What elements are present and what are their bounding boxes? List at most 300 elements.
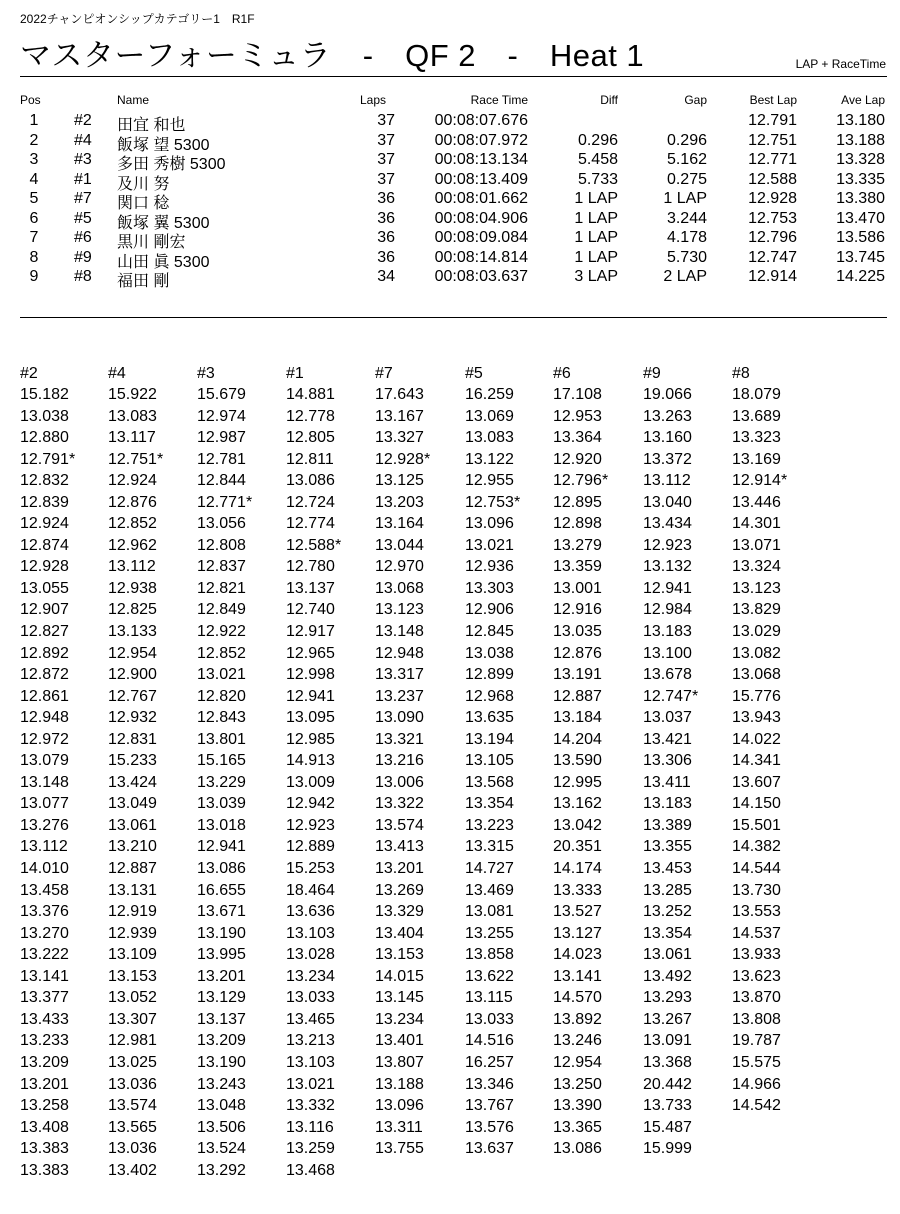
lap-time: 13.129 (197, 989, 246, 1007)
lap-time: 13.213 (286, 1032, 335, 1050)
result-best: 12.588 (748, 170, 797, 188)
lap-time: 13.678 (643, 666, 692, 684)
lap-time: 13.767 (465, 1097, 514, 1115)
lap-time: 13.246 (553, 1032, 602, 1050)
lap-time: 12.887 (553, 687, 602, 705)
col-header-ave-lap: Ave Lap (841, 93, 885, 107)
lap-time: 13.109 (108, 946, 157, 964)
lap-time: 12.880 (20, 429, 69, 447)
lap-time: 13.169 (732, 450, 781, 468)
lap-time: 13.052 (108, 989, 157, 1007)
lap-time: 13.029 (732, 623, 781, 641)
result-best: 12.747 (748, 248, 797, 266)
lap-column-car: #7 (375, 365, 393, 382)
lap-time: 13.590 (553, 752, 602, 770)
result-num: #1 (74, 170, 92, 188)
lap-time: 15.165 (197, 752, 246, 770)
result-gap: 3.244 (666, 209, 707, 227)
lap-time: 13.036 (108, 1140, 157, 1158)
lap-time: 13.229 (197, 773, 246, 791)
lap-time: 13.465 (286, 1010, 335, 1028)
lap-time: 13.006 (375, 773, 424, 791)
result-best: 12.796 (748, 229, 797, 247)
lap-time: 13.433 (20, 1010, 69, 1028)
lap-time: 14.015 (375, 967, 424, 985)
section-divider (20, 317, 887, 318)
lap-time: 13.364 (553, 429, 602, 447)
result-diff: 5.733 (577, 170, 618, 188)
lap-time: 15.253 (286, 860, 335, 878)
lap-time: 14.150 (732, 795, 781, 813)
lap-time: 12.876 (108, 493, 157, 511)
result-gap: 0.275 (666, 170, 707, 188)
lap-time: 12.965 (286, 644, 335, 662)
lap-time: 12.998 (286, 666, 335, 684)
result-row (0, 131, 900, 154)
lap-time: 13.042 (553, 816, 602, 834)
lap-time: 19.066 (643, 386, 692, 403)
lap-time: 13.145 (375, 989, 424, 1007)
lap-time: 12.987 (197, 429, 246, 447)
lap-time: 13.090 (375, 709, 424, 727)
lap-time: 13.250 (553, 1075, 602, 1093)
lap-time: 13.270 (20, 924, 69, 942)
lap-column (286, 364, 374, 1181)
lap-time: 13.383 (20, 1161, 69, 1179)
lap-time: 13.123 (375, 601, 424, 619)
lap-time: 13.201 (20, 1075, 69, 1093)
lap-time: 13.153 (108, 967, 157, 985)
lap-time: 12.898 (553, 515, 602, 533)
lap-time: 12.751* (108, 450, 164, 468)
lap-time: 13.468 (286, 1161, 335, 1179)
lap-time: 13.383 (20, 1140, 69, 1158)
lap-time: 13.148 (20, 773, 69, 791)
lap-time: 13.346 (465, 1075, 514, 1093)
lap-time: 16.259 (465, 386, 514, 403)
lap-time: 13.258 (20, 1097, 69, 1115)
lap-time: 16.257 (465, 1053, 514, 1071)
lap-time: 13.943 (732, 709, 781, 727)
result-pos: 6 (29, 209, 39, 227)
lap-time: 12.588* (286, 536, 342, 554)
lap-time: 13.506 (197, 1118, 246, 1136)
lap-time: 12.942 (286, 795, 335, 813)
result-race-time: 00:08:03.637 (434, 268, 528, 286)
lap-time: 13.733 (643, 1097, 692, 1115)
lap-time: 13.141 (553, 967, 602, 985)
lap-time: 13.829 (732, 601, 781, 619)
lap-time: 12.887 (108, 860, 157, 878)
lap-time: 13.153 (375, 946, 424, 964)
lap-time: 13.276 (20, 816, 69, 834)
lap-time: 12.924 (20, 515, 69, 533)
lap-time: 13.133 (108, 623, 157, 641)
lap-time: 13.607 (732, 773, 781, 791)
lap-time: 13.044 (375, 536, 424, 554)
result-laps: 37 (377, 112, 395, 129)
lap-time: 13.223 (465, 816, 514, 834)
lap-time: 14.022 (732, 730, 781, 748)
lap-time: 13.329 (375, 903, 424, 921)
result-pos: 3 (29, 151, 39, 169)
lap-time: 13.079 (20, 752, 69, 770)
result-diff: 1 LAP (574, 190, 618, 208)
lap-time: 13.210 (108, 838, 157, 856)
lap-time: 13.095 (286, 709, 335, 727)
lap-time: 13.077 (20, 795, 69, 813)
result-gap: 0.296 (666, 131, 707, 149)
result-row (0, 170, 900, 193)
lap-time: 13.306 (643, 752, 692, 770)
lap-time: 13.209 (197, 1032, 246, 1050)
result-laps: 36 (377, 190, 395, 208)
lap-time: 12.821 (197, 579, 246, 597)
lap-time: 12.771* (197, 493, 253, 511)
result-name: 及川 努 (117, 175, 170, 193)
lap-time: 13.401 (375, 1032, 424, 1050)
result-laps: 36 (377, 209, 395, 227)
col-header-name: Name (117, 93, 150, 107)
lap-time: 13.458 (20, 881, 69, 899)
lap-time: 13.402 (108, 1161, 157, 1179)
result-gap: 2 LAP (663, 268, 707, 286)
lap-time: 14.570 (553, 989, 602, 1007)
lap-time: 13.389 (643, 816, 692, 834)
lap-time: 13.365 (553, 1118, 602, 1136)
lap-time: 13.116 (286, 1118, 334, 1136)
lap-time: 12.941 (197, 838, 246, 856)
lap-time: 13.303 (465, 579, 514, 597)
result-name: 関口 稔 (117, 195, 170, 213)
result-pos: 5 (29, 190, 39, 208)
lap-time: 13.377 (20, 989, 69, 1007)
lap-time: 13.068 (732, 666, 781, 684)
lap-time: 12.962 (108, 536, 157, 554)
lap-time: 13.576 (465, 1118, 514, 1136)
result-num: #6 (74, 229, 92, 247)
lap-time: 13.553 (732, 903, 781, 921)
lap-time: 13.434 (643, 515, 692, 533)
lap-time: 13.233 (20, 1032, 69, 1050)
lap-time: 12.852 (108, 515, 157, 533)
lap-time: 13.039 (197, 795, 246, 813)
lap-time: 13.267 (643, 1010, 692, 1028)
lap-time: 13.112 (108, 558, 156, 576)
lap-time: 12.774 (286, 515, 335, 533)
lap-time: 13.081 (465, 903, 514, 921)
report-mode-label: LAP + RaceTime (795, 57, 886, 71)
result-pos: 9 (29, 268, 39, 286)
lap-time: 13.376 (20, 903, 69, 921)
lap-time: 12.985 (286, 730, 335, 748)
lap-time: 13.524 (197, 1140, 246, 1158)
lap-time: 13.190 (197, 924, 246, 942)
lap-time: 13.082 (732, 644, 781, 662)
lap-time: 13.033 (286, 989, 335, 1007)
lap-time: 15.233 (108, 752, 157, 770)
lap-time: 14.341 (732, 752, 781, 770)
lap-time: 12.780 (286, 558, 335, 576)
lap-time: 13.061 (643, 946, 692, 964)
lap-time: 13.083 (465, 429, 514, 447)
result-laps: 34 (377, 268, 395, 286)
lap-time: 13.574 (108, 1097, 157, 1115)
result-row (0, 151, 900, 174)
lap-time: 12.968 (465, 687, 514, 705)
lap-time: 13.565 (108, 1118, 157, 1136)
result-best: 12.753 (748, 209, 797, 227)
lap-time: 13.858 (465, 946, 514, 964)
lap-time: 12.805 (286, 429, 335, 447)
lap-time: 13.568 (465, 773, 514, 791)
result-best: 12.928 (748, 190, 797, 208)
lap-time: 14.542 (732, 1097, 781, 1115)
lap-column (375, 364, 463, 1160)
lap-time: 12.932 (108, 709, 157, 727)
lap-time: 13.332 (286, 1097, 335, 1115)
lap-time: 13.730 (732, 881, 781, 899)
lap-time: 12.827 (20, 623, 69, 641)
lap-time: 12.907 (20, 601, 69, 619)
lap-time: 13.355 (643, 838, 692, 856)
event-subtitle: 2022チャンピオンシップカテゴリー1 R1F (20, 12, 255, 26)
lap-time: 15.679 (197, 386, 246, 403)
lap-time: 13.125 (375, 472, 424, 490)
lap-time: 13.190 (197, 1053, 246, 1071)
lap-time: 12.852 (197, 644, 246, 662)
lap-time: 12.845 (465, 623, 514, 641)
lap-column (108, 364, 196, 1181)
result-race-time: 00:08:14.814 (434, 248, 528, 266)
lap-time: 12.889 (286, 838, 335, 856)
lap-time: 12.899 (465, 666, 514, 684)
lap-column (553, 364, 641, 1160)
lap-time: 14.010 (20, 860, 69, 878)
lap-time: 12.974 (197, 407, 246, 425)
lap-time: 13.755 (375, 1140, 424, 1158)
lap-time: 12.796* (553, 472, 609, 490)
lap-time: 13.038 (465, 644, 514, 662)
lap-time: 13.252 (643, 903, 692, 921)
lap-time: 18.079 (732, 386, 781, 403)
result-diff: 1 LAP (574, 229, 618, 247)
lap-time: 13.807 (375, 1053, 424, 1071)
lap-time: 13.892 (553, 1010, 602, 1028)
lap-time: 12.948 (20, 709, 69, 727)
lap-time: 12.922 (197, 623, 246, 641)
result-race-time: 00:08:09.084 (434, 229, 528, 247)
lap-time: 13.100 (643, 644, 692, 662)
lap-time: 13.222 (20, 946, 69, 964)
lap-time: 12.791* (20, 450, 76, 468)
lap-time: 13.167 (375, 407, 424, 425)
lap-time: 13.056 (197, 515, 246, 533)
lap-column-car: #1 (286, 365, 304, 382)
lap-time: 12.832 (20, 472, 69, 490)
lap-time: 12.820 (197, 687, 246, 705)
result-pos: 1 (29, 112, 39, 129)
lap-time: 13.933 (732, 946, 781, 964)
lap-time: 13.137 (197, 1010, 246, 1028)
lap-time: 15.487 (643, 1118, 692, 1136)
lap-time: 13.372 (643, 450, 692, 468)
lap-time: 12.892 (20, 644, 69, 662)
lap-time: 13.038 (20, 407, 69, 425)
lap-time: 12.844 (197, 472, 246, 490)
lap-time: 13.237 (375, 687, 424, 705)
lap-time: 13.469 (465, 881, 514, 899)
lap-time: 14.966 (732, 1075, 781, 1093)
result-name: 田宜 和也 (117, 117, 186, 134)
result-gap: 4.178 (666, 229, 707, 247)
result-laps: 37 (377, 151, 395, 169)
lap-time: 19.787 (732, 1032, 781, 1050)
col-header-gap: Gap (684, 93, 707, 107)
lap-time: 12.920 (553, 450, 602, 468)
lap-time: 13.527 (553, 903, 602, 921)
lap-time: 12.837 (197, 558, 246, 576)
lap-time: 12.916 (553, 601, 602, 619)
lap-time: 15.501 (732, 816, 781, 834)
lap-time: 13.049 (108, 795, 157, 813)
lap-time: 12.954 (553, 1053, 602, 1071)
lap-time: 16.655 (197, 881, 246, 899)
result-race-time: 00:08:04.906 (434, 209, 528, 227)
lap-time: 13.162 (553, 795, 602, 813)
lap-time: 12.972 (20, 730, 69, 748)
result-diff: 1 LAP (574, 209, 618, 227)
lap-time: 13.321 (375, 730, 424, 748)
lap-time: 13.995 (197, 946, 246, 964)
lap-time: 12.955 (465, 472, 514, 490)
lap-time: 12.747* (643, 687, 699, 705)
lap-time: 12.917 (286, 623, 335, 641)
lap-column (465, 364, 553, 1160)
lap-time: 13.068 (375, 579, 424, 597)
lap-time: 13.404 (375, 924, 424, 942)
lap-time: 13.131 (108, 881, 157, 899)
result-row (0, 268, 900, 291)
lap-time: 13.453 (643, 860, 692, 878)
lap-column-car: #6 (553, 365, 571, 382)
lap-time: 12.831 (108, 730, 157, 748)
lap-time: 12.808 (197, 536, 246, 554)
lap-time: 13.327 (375, 429, 424, 447)
lap-time: 13.870 (732, 989, 781, 1007)
lap-time: 13.808 (732, 1010, 781, 1028)
lap-time: 12.953 (553, 407, 602, 425)
lap-time: 13.801 (197, 730, 246, 748)
lap-time: 17.108 (553, 386, 602, 403)
result-num: #3 (74, 151, 92, 169)
lap-time: 13.061 (108, 816, 157, 834)
lap-time: 13.234 (286, 967, 335, 985)
lap-time: 17.643 (375, 386, 424, 403)
lap-time: 13.105 (465, 752, 514, 770)
lap-time: 13.160 (643, 429, 692, 447)
lap-time: 13.037 (643, 709, 692, 727)
lap-time: 13.201 (375, 860, 424, 878)
result-ave: 13.328 (836, 151, 885, 169)
result-diff: 0.296 (577, 131, 618, 149)
lap-time: 13.086 (553, 1140, 602, 1158)
lap-time: 13.293 (643, 989, 692, 1007)
lap-time: 12.924 (108, 472, 157, 490)
lap-time: 12.939 (108, 924, 157, 942)
lap-time: 13.028 (286, 946, 335, 964)
lap-time: 13.359 (553, 558, 602, 576)
lap-time: 14.174 (553, 860, 602, 878)
lap-column-car: #8 (732, 365, 750, 382)
lap-time: 13.209 (20, 1053, 69, 1071)
result-num: #8 (74, 268, 92, 286)
lap-column-car: #5 (465, 365, 483, 382)
lap-time: 13.112 (643, 472, 691, 490)
lap-column (20, 364, 108, 1181)
result-pos: 7 (29, 229, 39, 247)
lap-time: 13.183 (643, 623, 692, 641)
lap-time: 13.122 (465, 450, 514, 468)
lap-time: 12.895 (553, 493, 602, 511)
col-header-diff: Diff (600, 93, 618, 107)
lap-time: 13.317 (375, 666, 424, 684)
lap-time: 12.941 (286, 687, 335, 705)
lap-time: 12.914* (732, 472, 788, 490)
lap-time: 13.574 (375, 816, 424, 834)
lap-time: 14.023 (553, 946, 602, 964)
lap-time: 12.995 (553, 773, 602, 791)
lap-time: 13.285 (643, 881, 692, 899)
result-row (0, 248, 900, 271)
result-name: 山田 眞 5300 (117, 253, 210, 271)
lap-time: 13.091 (643, 1032, 692, 1050)
lap-time: 13.255 (465, 924, 514, 942)
result-diff: 1 LAP (574, 248, 618, 266)
lap-time: 13.018 (197, 816, 246, 834)
result-ave: 13.470 (836, 209, 885, 227)
lap-time: 13.132 (643, 558, 692, 576)
lap-time: 12.876 (553, 644, 602, 662)
lap-time: 13.368 (643, 1053, 692, 1071)
lap-time: 13.411 (643, 773, 691, 791)
result-row (0, 229, 900, 252)
lap-time: 13.689 (732, 407, 781, 425)
lap-time: 13.055 (20, 579, 69, 597)
result-name: 黒川 剛宏 (117, 234, 186, 252)
lap-time: 13.188 (375, 1075, 424, 1093)
lap-time: 14.382 (732, 838, 781, 856)
lap-time: 13.103 (286, 1053, 335, 1071)
lap-time: 12.874 (20, 536, 69, 554)
col-header-pos: Pos (20, 93, 41, 107)
lap-time: 13.492 (643, 967, 692, 985)
result-ave: 13.188 (836, 131, 885, 149)
lap-time: 13.164 (375, 515, 424, 533)
lap-time: 13.021 (197, 666, 246, 684)
result-num: #9 (74, 248, 92, 266)
lap-time: 13.292 (197, 1161, 246, 1179)
lap-time: 13.071 (732, 536, 781, 554)
lap-time: 12.843 (197, 709, 246, 727)
result-row (0, 190, 900, 213)
lap-time: 13.086 (197, 860, 246, 878)
lap-time: 15.776 (732, 687, 781, 705)
lap-time: 13.279 (553, 536, 602, 554)
lap-time: 12.767 (108, 687, 157, 705)
lap-time: 13.323 (732, 429, 781, 447)
lap-time: 13.033 (465, 1010, 514, 1028)
